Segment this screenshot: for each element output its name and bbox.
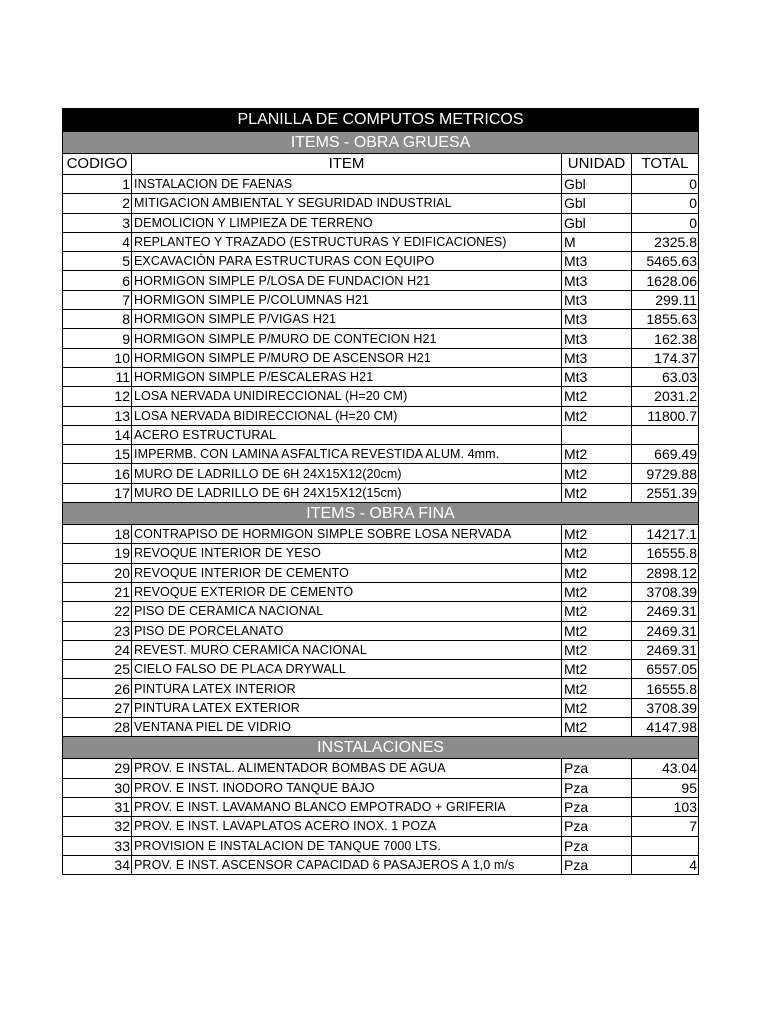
row-unit: Gbl [562, 194, 632, 213]
table-row [63, 232, 699, 251]
row-item: MURO DE LADRILLO DE 6H 24X15X12(20cm) [132, 464, 562, 483]
table-row [63, 483, 699, 502]
row-code: 9 [63, 329, 132, 348]
table-row [63, 387, 699, 406]
row-item: CONTRAPISO DE HORMIGON SIMPLE SOBRE LOSA NERVADA [132, 525, 562, 544]
row-unit: Mt2 [562, 525, 632, 544]
row-total: 162.38 [632, 329, 699, 348]
row-code: 31 [63, 797, 132, 816]
table-row [63, 213, 699, 232]
table-row [63, 698, 699, 717]
section-header-row [63, 737, 699, 759]
row-total: 103 [632, 797, 699, 816]
row-total: 2469.31 [632, 621, 699, 640]
row-total: 669.49 [632, 445, 699, 464]
row-code: 25 [63, 660, 132, 679]
row-item: PINTURA LATEX INTERIOR [132, 679, 562, 698]
row-item: REVOQUE EXTERIOR DE CEMENTO [132, 582, 562, 601]
table-row [63, 718, 699, 737]
row-code: 17 [63, 483, 132, 502]
row-unit: Mt2 [562, 563, 632, 582]
section-header-row [63, 503, 699, 525]
row-unit: Mt3 [562, 310, 632, 329]
row-unit: Gbl [562, 175, 632, 194]
row-unit: Mt3 [562, 252, 632, 271]
row-total: 5465.63 [632, 252, 699, 271]
row-code: 32 [63, 817, 132, 836]
row-total: 7 [632, 817, 699, 836]
row-total: 0 [632, 194, 699, 213]
table-row [63, 348, 699, 367]
row-total: 2031.2 [632, 387, 699, 406]
table-row [63, 660, 699, 679]
row-unit: Mt2 [562, 483, 632, 502]
row-code: 23 [63, 621, 132, 640]
row-item: PROV. E INST. INODORO TANQUE BAJO [132, 778, 562, 797]
row-unit: Mt2 [562, 406, 632, 425]
row-item: HORMIGON SIMPLE P/MURO DE CONTECION H21 [132, 329, 562, 348]
row-code: 14 [63, 425, 132, 444]
row-item: HORMIGON SIMPLE P/MURO DE ASCENSOR H21 [132, 348, 562, 367]
row-item: PROVISION E INSTALACION DE TANQUE 7000 LTS. [132, 836, 562, 855]
row-total: 2551.39 [632, 483, 699, 502]
row-unit: Mt3 [562, 271, 632, 290]
table-row [63, 602, 699, 621]
row-item: CIELO FALSO DE PLACA DRYWALL [132, 660, 562, 679]
row-total: 95 [632, 778, 699, 797]
row-code: 22 [63, 602, 132, 621]
row-unit: Pza [562, 855, 632, 874]
row-unit: Mt3 [562, 290, 632, 309]
column-header-code: CODIGO [63, 154, 132, 175]
row-total: 43.04 [632, 759, 699, 778]
row-item: ACERO ESTRUCTURAL [132, 425, 562, 444]
row-total: 3708.39 [632, 698, 699, 717]
row-unit: Pza [562, 836, 632, 855]
section-title: INSTALACIONES [63, 737, 699, 759]
row-code: 20 [63, 563, 132, 582]
table-row [63, 817, 699, 836]
row-total: 299.11 [632, 290, 699, 309]
section-title: ITEMS - OBRA FINA [63, 503, 699, 525]
row-code: 27 [63, 698, 132, 717]
table-row [63, 563, 699, 582]
table-row [63, 406, 699, 425]
row-unit: Mt2 [562, 640, 632, 659]
row-code: 34 [63, 855, 132, 874]
table-row [63, 271, 699, 290]
row-code: 5 [63, 252, 132, 271]
row-total: 16555.8 [632, 544, 699, 563]
table-row [63, 367, 699, 386]
row-code: 13 [63, 406, 132, 425]
table-row [63, 621, 699, 640]
row-unit: Pza [562, 759, 632, 778]
row-item: LOSA NERVADA UNIDIRECCIONAL (H=20 CM) [132, 387, 562, 406]
row-code: 33 [63, 836, 132, 855]
row-unit [562, 425, 632, 444]
row-item: MURO DE LADRILLO DE 6H 24X15X12(15cm) [132, 483, 562, 502]
row-total: 11800.7 [632, 406, 699, 425]
row-total: 6557.05 [632, 660, 699, 679]
row-code: 15 [63, 445, 132, 464]
row-item: REVOQUE INTERIOR DE CEMENTO [132, 563, 562, 582]
row-item: PINTURA LATEX EXTERIOR [132, 698, 562, 717]
row-unit: Mt2 [562, 718, 632, 737]
row-unit: Mt2 [562, 698, 632, 717]
row-total: 2325.8 [632, 232, 699, 251]
table-row [63, 759, 699, 778]
computos-table [62, 108, 699, 875]
row-total: 2469.31 [632, 602, 699, 621]
row-unit: Gbl [562, 213, 632, 232]
column-header-row [63, 154, 699, 175]
row-total: 1855.63 [632, 310, 699, 329]
row-unit: Mt2 [562, 464, 632, 483]
row-item: REVOQUE INTERIOR DE YESO [132, 544, 562, 563]
row-unit: Mt2 [562, 544, 632, 563]
row-code: 26 [63, 679, 132, 698]
row-total: 16555.8 [632, 679, 699, 698]
table-row [63, 797, 699, 816]
row-item: PROV. E INST. ASCENSOR CAPACIDAD 6 PASAJEROS A 1,0 m/s [132, 855, 562, 874]
column-header-total: TOTAL [632, 154, 699, 175]
table-row [63, 836, 699, 855]
section-header-row [63, 132, 699, 154]
row-code: 10 [63, 348, 132, 367]
table-row [63, 525, 699, 544]
row-item: VENTANA PIEL DE VIDRIO [132, 718, 562, 737]
row-item: PISO DE CERAMICA NACIONAL [132, 602, 562, 621]
row-item: PROV. E INST. LAVAPLATOS ACERO INOX. 1 POZA [132, 817, 562, 836]
row-total [632, 425, 699, 444]
row-total: 3708.39 [632, 582, 699, 601]
row-code: 30 [63, 778, 132, 797]
row-unit: M [562, 232, 632, 251]
row-code: 7 [63, 290, 132, 309]
row-item: PROV. E INSTAL. ALIMENTADOR BOMBAS DE AGUA [132, 759, 562, 778]
row-item: EXCAVACIÓN PARA ESTRUCTURAS CON EQUIPO [132, 252, 562, 271]
column-header-unit: UNIDAD [562, 154, 632, 175]
row-code: 19 [63, 544, 132, 563]
row-code: 21 [63, 582, 132, 601]
row-unit: Mt3 [562, 329, 632, 348]
row-item: PISO DE PORCELANATO [132, 621, 562, 640]
table-row [63, 175, 699, 194]
table-row [63, 329, 699, 348]
row-item: REPLANTEO Y TRAZADO (ESTRUCTURAS Y EDIFICACIONES) [132, 232, 562, 251]
table-row [63, 425, 699, 444]
row-code: 28 [63, 718, 132, 737]
row-total: 0 [632, 175, 699, 194]
row-total: 9729.88 [632, 464, 699, 483]
row-code: 1 [63, 175, 132, 194]
row-item: HORMIGON SIMPLE P/VIGAS H21 [132, 310, 562, 329]
table-row [63, 640, 699, 659]
table-row [63, 445, 699, 464]
row-total: 2898.12 [632, 563, 699, 582]
row-code: 2 [63, 194, 132, 213]
row-item: MITIGACION AMBIENTAL Y SEGURIDAD INDUSTRIAL [132, 194, 562, 213]
row-item: HORMIGON SIMPLE P/ESCALERAS H21 [132, 367, 562, 386]
row-code: 18 [63, 525, 132, 544]
table-body [63, 109, 699, 875]
row-total: 14217.1 [632, 525, 699, 544]
row-unit: Mt2 [562, 582, 632, 601]
row-total: 2469.31 [632, 640, 699, 659]
row-unit: Mt2 [562, 445, 632, 464]
row-code: 4 [63, 232, 132, 251]
row-total: 174.37 [632, 348, 699, 367]
row-total: 4147.98 [632, 718, 699, 737]
table-row [63, 310, 699, 329]
row-code: 16 [63, 464, 132, 483]
row-total: 4 [632, 855, 699, 874]
row-item: PROV. E INST. LAVAMANO BLANCO EMPOTRADO + GRIFERIA [132, 797, 562, 816]
table-row [63, 194, 699, 213]
row-total: 1628.06 [632, 271, 699, 290]
row-code: 24 [63, 640, 132, 659]
table-row [63, 855, 699, 874]
row-code: 8 [63, 310, 132, 329]
row-unit: Mt2 [562, 387, 632, 406]
row-item: HORMIGON SIMPLE P/COLUMNAS H21 [132, 290, 562, 309]
row-unit: Mt2 [562, 621, 632, 640]
column-header-item: ITEM [132, 154, 562, 175]
table-row [63, 582, 699, 601]
row-unit: Pza [562, 778, 632, 797]
row-total: 0 [632, 213, 699, 232]
row-code: 6 [63, 271, 132, 290]
table-row [63, 544, 699, 563]
computos-sheet [62, 108, 698, 875]
sheet-title: PLANILLA DE COMPUTOS METRICOS [63, 109, 699, 132]
row-unit: Pza [562, 797, 632, 816]
row-unit: Mt3 [562, 367, 632, 386]
row-item: INSTALACION DE FAENAS [132, 175, 562, 194]
row-total: 63.03 [632, 367, 699, 386]
row-unit: Mt2 [562, 679, 632, 698]
row-code: 3 [63, 213, 132, 232]
row-unit: Mt2 [562, 602, 632, 621]
section-title: ITEMS - OBRA GRUESA [63, 132, 699, 154]
row-item: LOSA NERVADA BIDIRECCIONAL (H=20 CM) [132, 406, 562, 425]
table-row [63, 290, 699, 309]
row-item: DEMOLICION Y LIMPIEZA DE TERRENO [132, 213, 562, 232]
table-row [63, 464, 699, 483]
table-row [63, 679, 699, 698]
row-item: REVEST. MURO CERAMICA NACIONAL [132, 640, 562, 659]
row-unit: Mt2 [562, 660, 632, 679]
table-row [63, 252, 699, 271]
row-unit: Pza [562, 817, 632, 836]
row-unit: Mt3 [562, 348, 632, 367]
table-row [63, 778, 699, 797]
title-row [63, 109, 699, 132]
row-code: 29 [63, 759, 132, 778]
row-item: IMPERMB. CON LAMINA ASFALTICA REVESTIDA ALUM. 4mm. [132, 445, 562, 464]
row-total [632, 836, 699, 855]
row-code: 12 [63, 387, 132, 406]
row-item: HORMIGON SIMPLE P/LOSA DE FUNDACION H21 [132, 271, 562, 290]
row-code: 11 [63, 367, 132, 386]
